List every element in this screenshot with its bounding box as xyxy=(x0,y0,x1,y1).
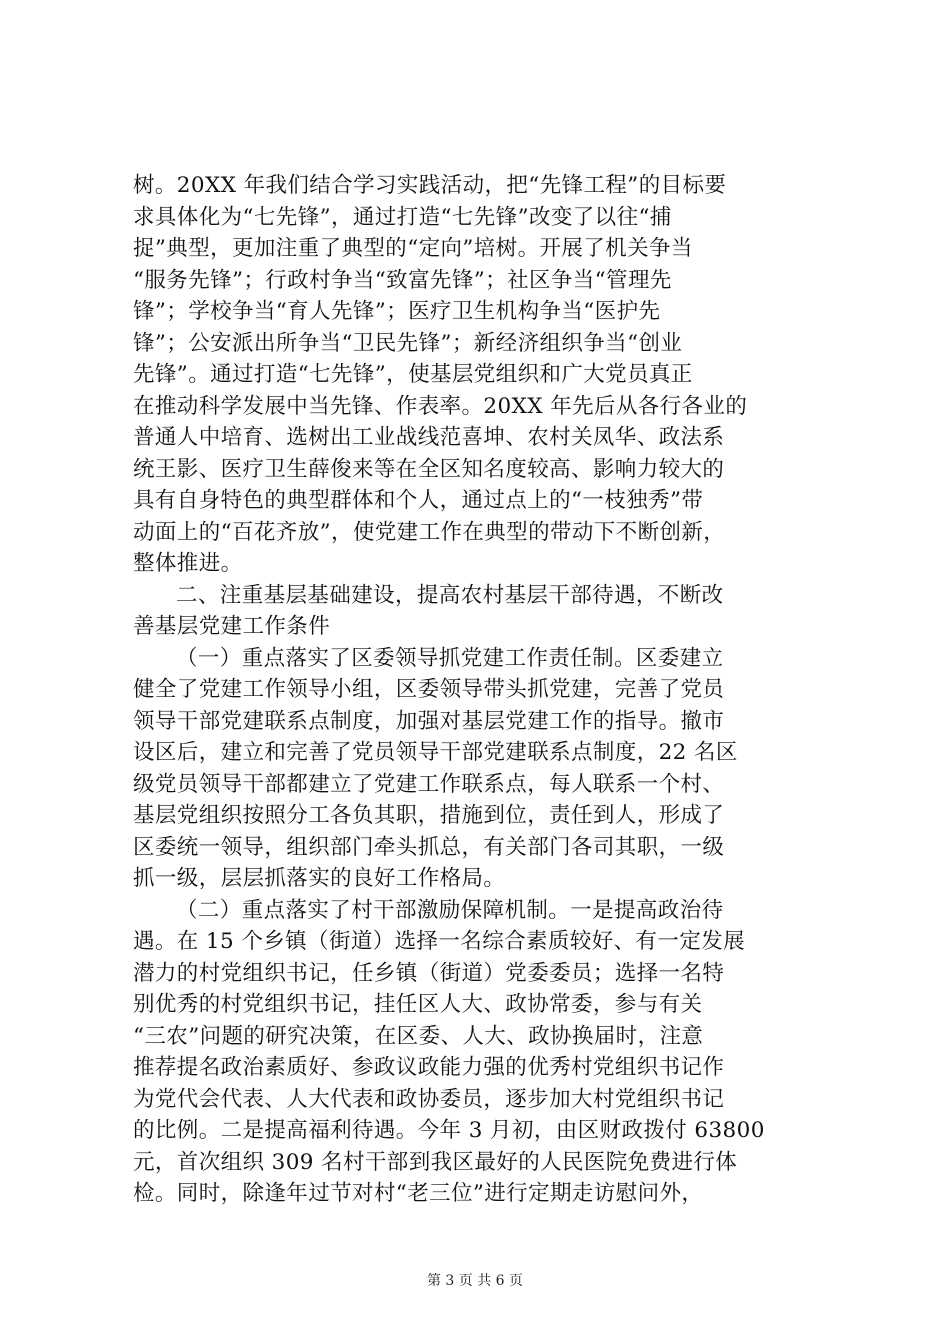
text-line: 锋”；学校争当“育人先锋”；医疗卫生机构争当“医护先 xyxy=(133,299,661,324)
text-line: 检。同时，除逢年过节对村“老三位”进行定期走访慰问外， xyxy=(133,1181,704,1206)
text-line: 为党代会代表、人大代表和政协委员，逐步加大村党组织书记 xyxy=(133,1086,725,1112)
text-line: 别优秀的村党组织书记，挂任区人大、政协常委，参与有关 xyxy=(133,992,703,1017)
text-line: 推荐提名政治素质好、参政议政能力强的优秀村党组织书记作 xyxy=(133,1055,725,1080)
text-line: 在推动科学发展中当先锋、作表率。20XX 年先后从各行各业的 xyxy=(133,393,748,419)
text-line: 领导干部党建联系点制度，加强对基层党建工作的指导。撤市 xyxy=(133,708,725,734)
text-line: 的比例。二是提高福利待遇。今年 3 月初，由区财政拨付 63800 xyxy=(133,1118,765,1143)
text-line: 求具体化为“七先锋”，通过打造“七先锋”改变了以往“捕 xyxy=(133,204,672,230)
page-number-footer: 第 3 页 共 6 页 xyxy=(426,1273,524,1289)
text-line: 普通人中培育、选树出工业战线范喜坤、农村关凤华、政法系 xyxy=(133,425,725,450)
text-line: “三农”问题的研究决策，在区委、人大、政协换届时，注意 xyxy=(133,1023,704,1049)
text-line: 动面上的“百花齐放”，使党建工作在典型的带动下不断创新， xyxy=(133,519,726,545)
text-line: 锋”；公安派出所争当“卫民先锋”；新经济组织争当“创业 xyxy=(133,330,683,356)
text-line: 抓一级，层层抓落实的良好工作格局。 xyxy=(133,866,506,891)
text-line: （一）重点落实了区委领导抓党建工作责任制。区委建立 xyxy=(176,645,724,671)
text-line: 健全了党建工作领导小组，区委领导带头抓党建，完善了党员 xyxy=(133,677,725,702)
text-line: 潜力的村党组织书记，任乡镇（街道）党委委员；选择一名特 xyxy=(133,960,725,986)
text-line: 级党员领导干部都建立了党建工作联系点，每人联系一个村、 xyxy=(133,771,725,797)
text-line: 捉”典型，更加注重了典型的“定向”培树。开展了机关争当 xyxy=(133,236,693,261)
text-line: 统王影、医疗卫生薛俊来等在全区知名度较高、影响力较大的 xyxy=(133,456,725,482)
text-line: （二）重点落实了村干部激励保障机制。一是提高政治待 xyxy=(176,897,724,923)
text-line: 元，首次组织 309 名村干部到我区最好的人民医院免费进行体 xyxy=(133,1149,738,1175)
section-heading-line: 二、注重基层基础建设，提高农村基层干部待遇，不断改 xyxy=(176,582,724,608)
text-line: 先锋”。通过打造“七先锋”，使基层党组织和广大党员真正 xyxy=(133,362,693,387)
text-line: 遇。在 15 个乡镇（街道）选择一名综合素质较好、有一定发展 xyxy=(133,929,746,954)
section-heading-line: 善基层党建工作条件 xyxy=(133,614,331,639)
text-line: 整体推进。 xyxy=(133,551,243,576)
text-line: “服务先锋”；行政村争当“致富先锋”；社区争当“管理先 xyxy=(133,267,672,293)
text-line: 区委统一领导，组织部门牵头抓总，有关部门各司其职，一级 xyxy=(133,834,725,860)
text-line: 基层党组织按照分工各负其职，措施到位，责任到人，形成了 xyxy=(133,803,725,828)
document-body xyxy=(133,170,833,1210)
text-line: 设区后，建立和完善了党员领导干部党建联系点制度，22 名区 xyxy=(133,740,738,765)
text-line: 具有自身特色的典型群体和个人，通过点上的“一枝独秀”带 xyxy=(133,488,704,513)
text-line: 树。20XX 年我们结合学习实践活动，把“先锋工程”的目标要 xyxy=(133,173,727,198)
